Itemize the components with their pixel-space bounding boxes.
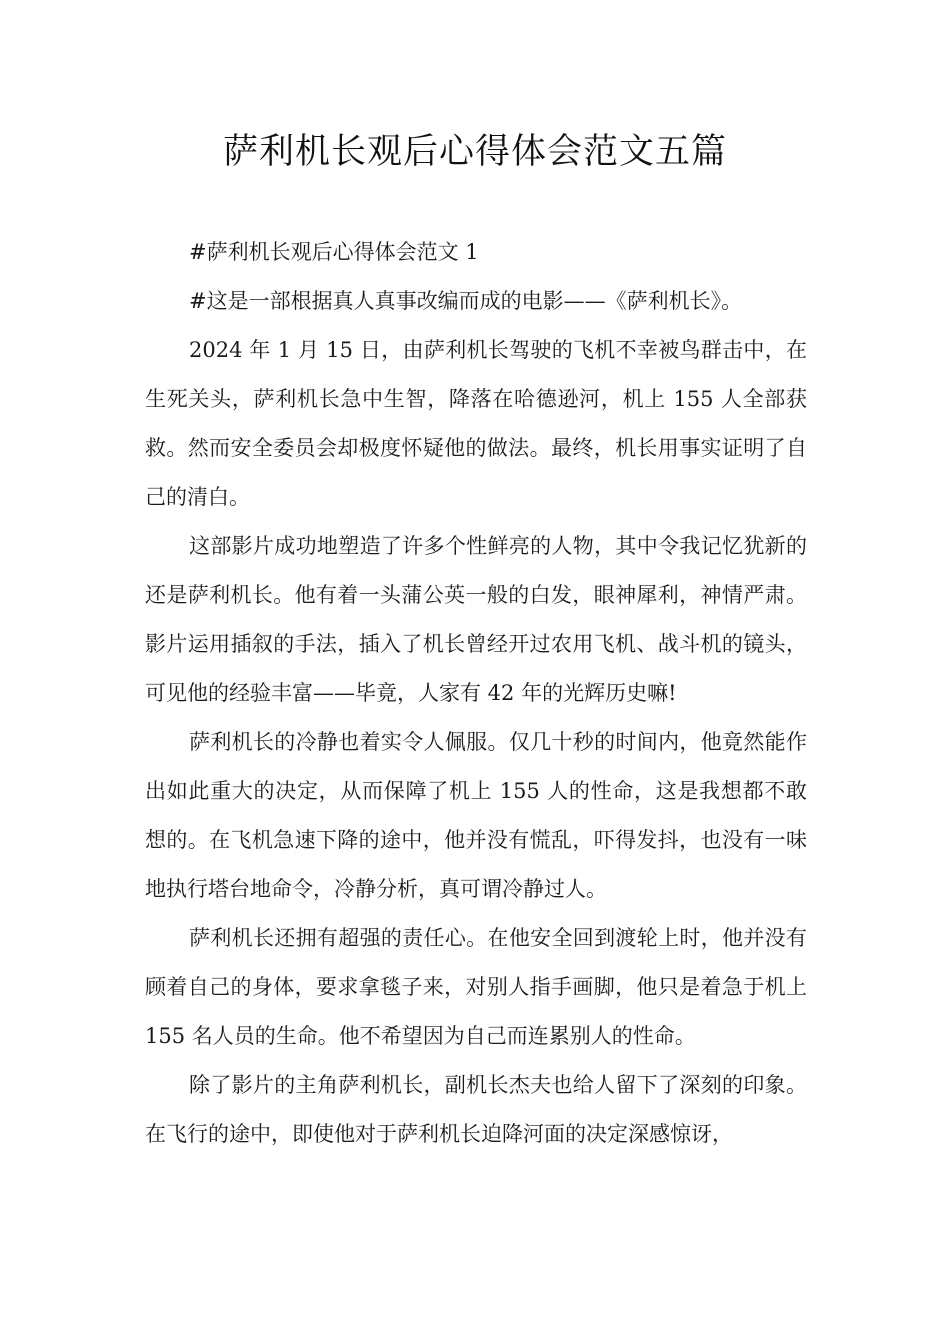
paragraph-intro: #这是一部根据真人真事改编而成的电影——《萨利机长》。 [189, 289, 743, 313]
paragraph-heading-1: #萨利机长观后心得体会范文 1 [189, 240, 479, 264]
document-title: 萨利机长观后心得体会范文五篇 [222, 132, 727, 172]
paragraph-calm: 萨利机长的冷静也着实令人佩服。仅几十秒的时间内，他竟然能作出如此重大的决定，从而保障了机上 155 人的性命，这是我想都不敢想的。在飞机急速下降的途中，他并没有慌乱，吓得发抖，也没有一味地执行塔台地命令，冷静分析，真可谓冷静过人。 [145, 730, 807, 901]
paragraph-character: 这部影片成功地塑造了许多个性鲜亮的人物，其中令我记忆犹新的还是萨利机长。他有着一头蒲公英一般的白发，眼神犀利，神情严肃。影片运用插叙的手法，插入了机长曾经开过农用飞机、战斗机的镜头，可见他的经验丰富——毕竟，人家有 42 年的光辉历史嘛! [145, 534, 807, 705]
document-body [145, 228, 807, 1159]
paragraph-copilot: 除了影片的主角萨利机长，副机长杰夫也给人留下了深刻的印象。在飞行的途中，即使他对于萨利机长迫降河面的决定深感惊讶， [145, 1073, 807, 1146]
paragraph-event: 2024 年 1 月 15 日，由萨利机长驾驶的飞机不幸被鸟群击中，在生死关头，萨利机长急中生智，降落在哈德逊河，机上 155 人全部获救。然而安全委员会却极度怀疑他的做法。最终，机长用事实证明了自己的清白。 [145, 338, 807, 509]
paragraph-responsibility: 萨利机长还拥有超强的责任心。在他安全回到渡轮上时，他并没有顾着自己的身体，要求拿毯子来，对别人指手画脚，他只是着急于机上 155 名人员的生命。他不希望因为自己而连累别人的性命。 [145, 926, 807, 1048]
